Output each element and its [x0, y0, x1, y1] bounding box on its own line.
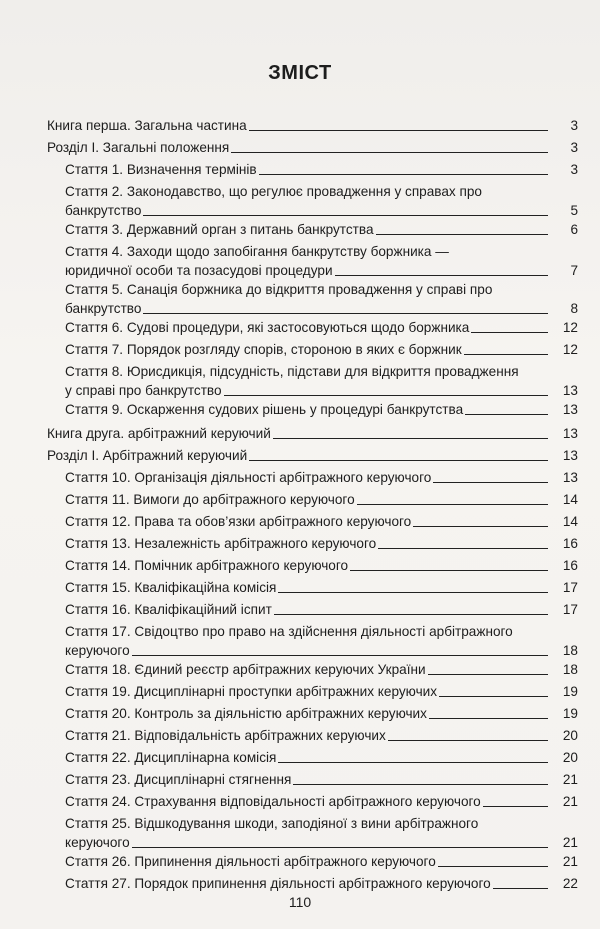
toc-entry-page: 21 — [562, 772, 578, 787]
toc-entry-page: 5 — [570, 203, 578, 218]
toc-entry-page: 12 — [562, 320, 578, 335]
toc-entry-line — [65, 201, 578, 220]
toc-entry-line — [65, 874, 578, 893]
toc-entry-line — [47, 138, 578, 157]
toc-entry-line — [65, 534, 578, 553]
toc-entry-page: 22 — [562, 876, 578, 891]
toc-entry-title-line: Стаття 25. Відшкодування шкоди, заподіяної з вини арбітражного — [65, 816, 479, 831]
toc-entry-line — [65, 641, 578, 660]
toc-entry-page: 3 — [570, 140, 578, 155]
toc-entry-title: Стаття 14. Помічник арбітражного керуючого — [65, 558, 349, 573]
toc-entry-line — [65, 660, 578, 679]
toc-entry — [65, 600, 578, 619]
toc-entry-page: 8 — [570, 301, 578, 316]
toc-entry-title: Стаття 19. Дисциплінарні проступки арбітражних керуючих — [65, 684, 438, 699]
toc-entry-title: Стаття 13. Незалежність арбітражного керуючого — [65, 536, 377, 551]
toc-entry-title-line: Стаття 4. Заходи щодо запобігання банкрутству боржника — — [65, 244, 449, 259]
leader-line — [293, 784, 548, 785]
toc-entry-line — [65, 160, 578, 179]
toc-entry-page: 14 — [562, 514, 578, 529]
leader-line — [132, 847, 548, 848]
toc-entry-line — [65, 490, 578, 509]
toc-entry-title-line: Стаття 5. Санація боржника до відкриття провадження у справі про — [65, 282, 493, 297]
toc-entry-line — [65, 261, 578, 280]
toc-entry-title: Стаття 16. Кваліфікаційний іспит — [65, 602, 272, 617]
toc-entry-page: 18 — [562, 643, 578, 658]
toc-entry-title: Стаття 24. Страхування відповідальності арбітражного керуючого — [65, 794, 481, 809]
toc-entry-line — [65, 770, 578, 789]
toc-entry — [65, 160, 578, 179]
leader-line — [433, 482, 548, 483]
leader-line — [278, 762, 548, 763]
leader-line — [278, 592, 548, 593]
leader-line — [438, 866, 548, 867]
leader-line — [483, 806, 548, 807]
page-number: 110 — [288, 894, 312, 910]
leader-line — [224, 395, 548, 396]
leader-line — [231, 152, 548, 153]
toc-entry-title: Стаття 6. Судові процедури, які застосовуються щодо боржника — [65, 320, 470, 335]
toc-entry-line — [65, 726, 578, 745]
toc-entry-title: Стаття 15. Кваліфікаційна комісія — [65, 580, 277, 595]
toc-entry-page: 13 — [562, 383, 578, 398]
toc-entry — [65, 468, 578, 487]
toc-entry-line — [65, 299, 578, 318]
toc-entry-page: 19 — [562, 706, 578, 721]
toc-entry — [65, 362, 578, 400]
toc-entry — [47, 446, 578, 465]
toc-entry — [65, 182, 578, 220]
toc-entry-page: 13 — [562, 448, 578, 463]
toc-entry-line — [65, 833, 578, 852]
toc-entry-page: 21 — [562, 835, 578, 850]
leader-line — [464, 354, 548, 355]
toc-entry — [65, 280, 578, 318]
leader-line — [259, 174, 548, 175]
toc-entry-page: 14 — [562, 492, 578, 507]
toc-entry-page: 12 — [562, 342, 578, 357]
toc-entry-line — [65, 600, 578, 619]
toc-entry-line — [65, 704, 578, 723]
toc-entry-line — [65, 400, 578, 419]
toc-entry-page: 21 — [562, 794, 578, 809]
toc-entry — [65, 556, 578, 575]
toc-entry — [65, 578, 578, 597]
toc-entry-line — [47, 116, 578, 135]
toc-entry-page: 13 — [562, 402, 578, 417]
toc-entry-page: 20 — [562, 728, 578, 743]
toc-entry-title: у справі про банкрутство — [65, 383, 222, 398]
toc-entry-page: 20 — [562, 750, 578, 765]
leader-line — [493, 888, 548, 889]
leader-line — [428, 674, 548, 675]
leader-line — [388, 740, 548, 741]
toc-entry-title: Розділ І. Арбітражний керуючий — [47, 448, 248, 463]
toc-entry-line — [65, 468, 578, 487]
leader-line — [132, 655, 548, 656]
leader-line — [439, 696, 548, 697]
toc-entry-title: Стаття 7. Порядок розгляду спорів, стороною в яких є боржник — [65, 342, 462, 357]
toc-entry-title: Стаття 23. Дисциплінарні стягнення — [65, 772, 292, 787]
leader-line — [465, 414, 548, 415]
toc-entry-line — [65, 682, 578, 701]
toc-entry — [65, 622, 578, 660]
toc-entry-title-line: Стаття 17. Свідоцтво про право на здійснення діяльності арбітражного — [65, 624, 513, 639]
leader-line — [357, 504, 548, 505]
toc-entry-title: Стаття 22. Дисциплінарна комісія — [65, 750, 277, 765]
leader-line — [274, 614, 548, 615]
leader-line — [413, 526, 548, 527]
toc-entry-page: 21 — [562, 854, 578, 869]
toc-entry-title: Розділ І. Загальні положення — [47, 140, 230, 155]
toc-entry-title: Стаття 27. Порядок припинення діяльності арбітражного керуючого — [65, 876, 491, 891]
toc-entry — [65, 242, 578, 280]
toc-entry-page: 13 — [562, 470, 578, 485]
toc-entry — [65, 814, 578, 852]
toc-entry-title: Книга друга. арбітражний керуючий — [47, 426, 271, 441]
toc-heading: ЗМІСТ — [268, 62, 332, 84]
toc-entry-page: 16 — [562, 558, 578, 573]
toc-entry — [65, 792, 578, 811]
toc-entry — [47, 138, 578, 157]
toc-entry — [65, 220, 578, 239]
toc-entry — [65, 682, 578, 701]
leader-line — [335, 275, 548, 276]
toc-entry — [65, 318, 578, 337]
leader-line — [273, 438, 548, 439]
toc-entry-page: 18 — [562, 662, 578, 677]
toc-entry — [47, 424, 578, 443]
toc-entry-line — [65, 578, 578, 597]
toc-entry-title: банкрутство — [65, 203, 142, 218]
leader-line — [350, 570, 548, 571]
toc-entry-line — [65, 852, 578, 871]
toc-entry-page: 6 — [570, 222, 578, 237]
toc-entry-title: керуючого — [65, 643, 130, 658]
toc-entry-page: 13 — [562, 426, 578, 441]
toc-entry-page: 16 — [562, 536, 578, 551]
toc-entry-line — [65, 512, 578, 531]
toc-entry-line — [65, 340, 578, 359]
toc-entry-line — [65, 220, 578, 239]
toc-entry-title: Стаття 11. Вимоги до арбітражного керуючого — [65, 492, 355, 507]
leader-line — [249, 130, 548, 131]
toc-entry-title: керуючого — [65, 835, 130, 850]
toc-entry-title: банкрутство — [65, 301, 142, 316]
toc-entry-page: 3 — [570, 118, 578, 133]
leader-line — [143, 313, 548, 314]
toc-entry-page: 3 — [570, 162, 578, 177]
toc-entry — [65, 660, 578, 679]
toc-entry — [65, 340, 578, 359]
toc-entry-title: Стаття 26. Припинення діяльності арбітражного керуючого — [65, 854, 436, 869]
toc-entry — [65, 534, 578, 553]
toc-entry-title: Стаття 10. Організація діяльності арбітражного керуючого — [65, 470, 432, 485]
toc-entry — [65, 874, 578, 893]
toc-entry-title: Стаття 9. Оскарження судових рішень у процедурі банкрутства — [65, 402, 464, 417]
toc-entry — [65, 852, 578, 871]
toc-entry-page: 19 — [562, 684, 578, 699]
toc-entry-title: Стаття 3. Державний орган з питань банкрутства — [65, 222, 374, 237]
leader-line — [378, 548, 548, 549]
toc-entry-line — [65, 381, 578, 400]
toc-entry-line — [47, 424, 578, 443]
leader-line — [429, 718, 548, 719]
toc-entry-title: Книга перша. Загальна частина — [47, 118, 247, 133]
leader-line — [143, 215, 548, 216]
toc-entry-line — [47, 446, 578, 465]
leader-line — [376, 234, 548, 235]
toc-entry-line — [65, 318, 578, 337]
toc-entry-line — [65, 792, 578, 811]
toc-entry-page: 17 — [562, 580, 578, 595]
toc-entry — [65, 512, 578, 531]
toc-entry — [65, 704, 578, 723]
toc-entry — [65, 726, 578, 745]
toc-entry-title: Стаття 1. Визначення термінів — [65, 162, 257, 177]
toc-entry-page: 17 — [562, 602, 578, 617]
toc-entry-line — [65, 748, 578, 767]
toc-entry-title: Стаття 18. Єдиний реєстр арбітражних керуючих України — [65, 662, 426, 677]
toc-entry — [65, 770, 578, 789]
toc-entry-title: юридичної особи та позасудові процедури — [65, 263, 333, 278]
toc-entry-title: Стаття 20. Контроль за діяльністю арбітражних керуючих — [65, 706, 427, 721]
toc-entry — [65, 490, 578, 509]
toc-entry-title: Стаття 12. Права та обов’язки арбітражного керуючого — [65, 514, 412, 529]
toc-entry — [47, 116, 578, 135]
toc-entry — [65, 748, 578, 767]
toc-entry-line — [65, 556, 578, 575]
toc-entry — [65, 400, 578, 419]
toc-entry-page: 7 — [570, 263, 578, 278]
leader-line — [471, 332, 548, 333]
toc-entry-title-line: Стаття 8. Юрисдикція, підсудність, підстави для відкриття провадження — [65, 364, 519, 379]
leader-line — [249, 460, 548, 461]
toc-entry-title-line: Стаття 2. Законодавство, що регулює провадження у справах про — [65, 184, 482, 199]
toc-entry-title: Стаття 21. Відповідальність арбітражних керуючих — [65, 728, 386, 743]
